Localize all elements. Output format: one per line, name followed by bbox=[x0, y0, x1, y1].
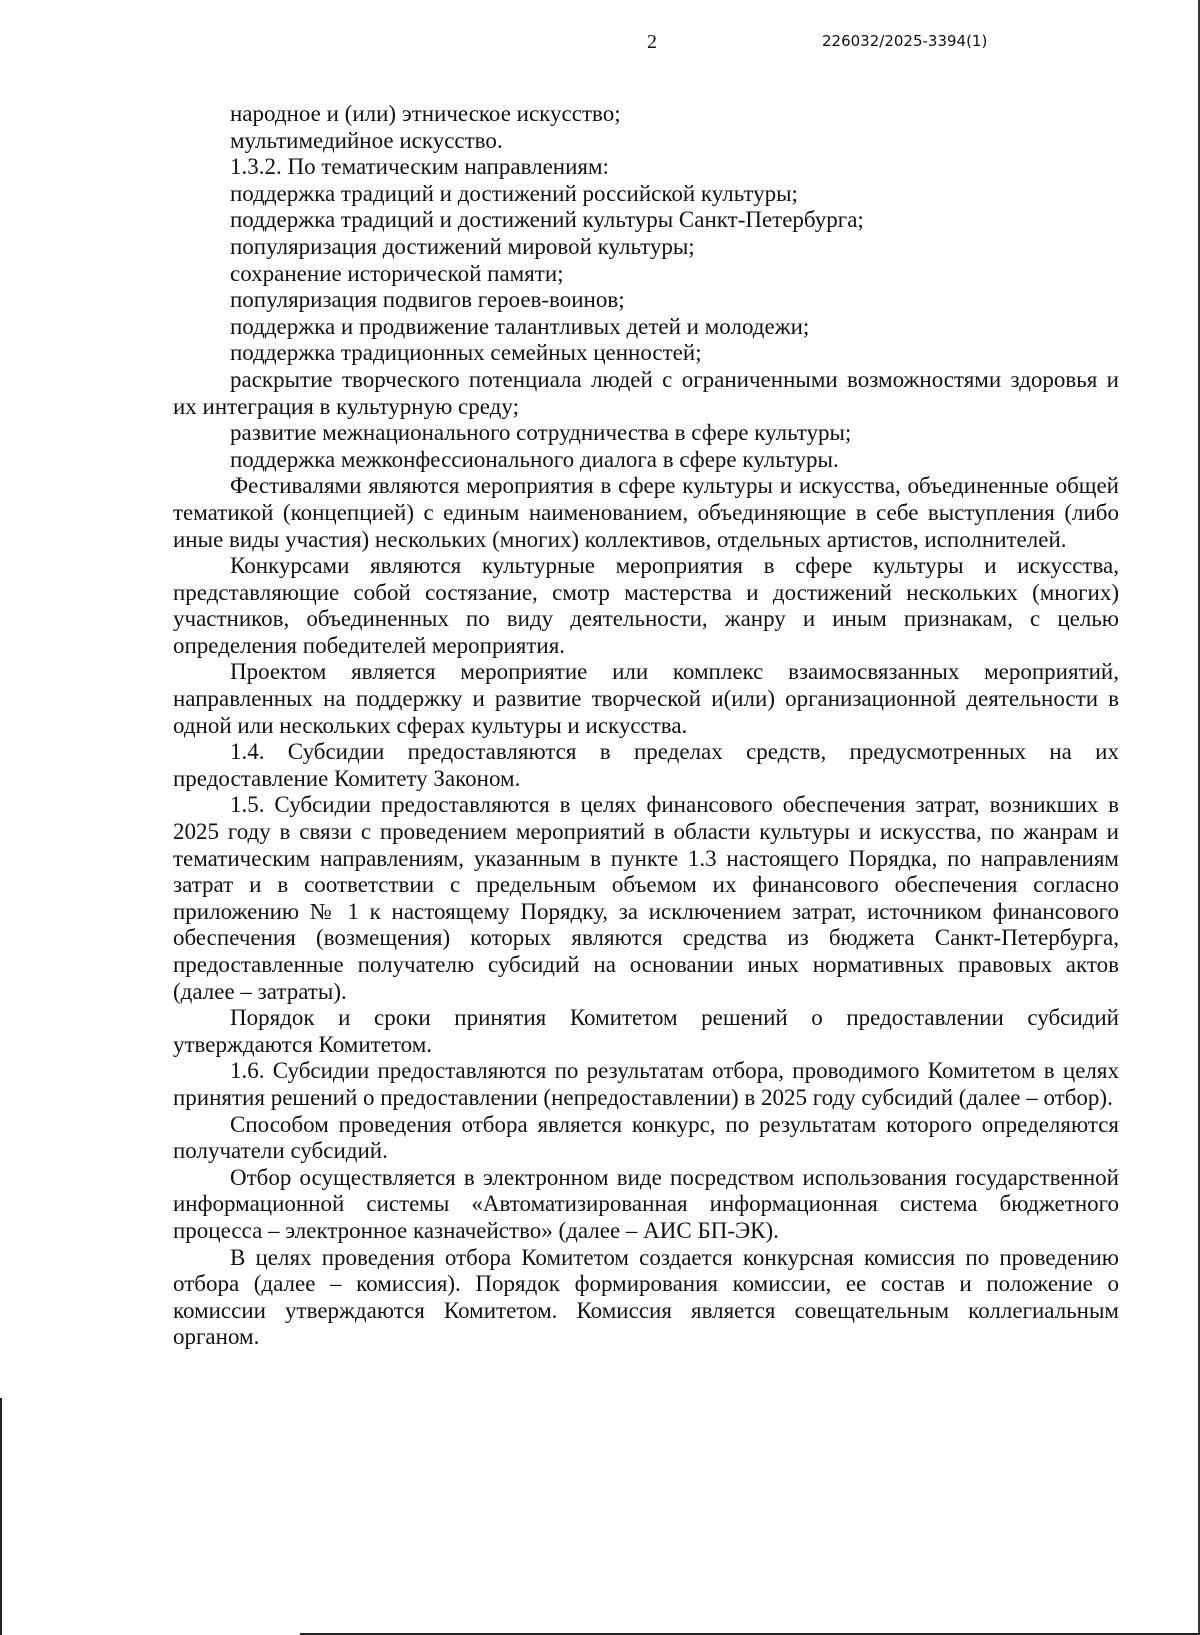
paragraph: раскрытие творческого потенциала людей с ограниченными возможностями здоровья и их интеграция в культурную среду; bbox=[173, 366, 1119, 419]
paragraph: поддержка традиций и достижений российской культуры; bbox=[230, 180, 798, 206]
paragraph: 1.4. Субсидии предоставляются в пределах средств, предусмотренных на их предоставление Комитету Законом. bbox=[173, 739, 1119, 791]
paragraph: В целях проведения отбора Комитетом создается конкурсная комиссия по проведению отбора (далее – комиссия). Порядок формирования комиссии, ее состав и положение о комиссии утверждаются Комитетом. Комиссия является совещательным коллегиальным органом. bbox=[173, 1244, 1119, 1350]
paragraph: 1.3.2. По тематическим направлениям: bbox=[230, 154, 609, 180]
paragraph: поддержка межконфессионального диалога в сфере культуры. bbox=[230, 446, 839, 472]
document-id: 226032/2025-3394(1) bbox=[822, 32, 988, 50]
paragraph: Конкурсами являются культурные мероприятия в сфере культуры и искусства, представляющие собой состязание, смотр мастерства и достижений нескольких (многих) участников, объединенных по виду деятельности, жанру и иным признакам, с целью определения победителей мероприятия. bbox=[173, 553, 1119, 658]
paragraph: 1.5. Субсидии предоставляются в целях финансового обеспечения затрат, возникших в 2025 году в связи с проведением мероприятий в области культуры и искусства, по жанрам и тематическим направлениям, указанным в пункте 1.3 настоящего Порядка, по направлениям затрат и в соответствии с предельным объемом их финансового обеспечения согласно приложению № 1 к настоящему Порядку, за исключением затрат, источником финансового обеспечения (возмещения) которых являются средства из бюджета Санкт-Петербурга, предоставленные получателю субсидий на основании иных нормативных правовых актов (далее – затраты). bbox=[173, 792, 1119, 1004]
document-body bbox=[173, 101, 1119, 1351]
paragraph: 1.6. Субсидии предоставляются по результатам отбора, проводимого Комитетом в целях принятия решений о предоставлении (непредоставлении) в 2025 году субсидий (далее – отбор). bbox=[173, 1058, 1119, 1110]
paragraph: поддержка традиций и достижений культуры Санкт-Петербурга; bbox=[230, 207, 864, 233]
scan-edge-left bbox=[0, 1398, 2, 1635]
paragraph: Отбор осуществляется в электронном виде посредством использования государственной информационной системы «Автоматизированная информационная система бюджетного процесса – электронное казначейство» (далее – АИС БП-ЭК). bbox=[173, 1164, 1119, 1243]
paragraph: популяризация достижений мировой культуры; bbox=[230, 233, 695, 259]
paragraph: Способом проведения отбора является конкурс, по результатам которого определяются получатели субсидий. bbox=[173, 1111, 1119, 1164]
paragraph: поддержка традиционных семейных ценностей; bbox=[230, 340, 702, 366]
paragraph: сохранение исторической памяти; bbox=[230, 260, 564, 286]
paragraph: развитие межнационального сотрудничества в сфере культуры; bbox=[230, 420, 852, 446]
paragraph: Проектом является мероприятие или комплекс взаимосвязанных мероприятий, направленных на поддержку и развитие творческой и(или) организационной деятельности в одной или нескольких сферах культуры и искусства. bbox=[173, 659, 1119, 738]
page-number: 2 bbox=[647, 31, 657, 53]
paragraph: Порядок и сроки принятия Комитетом решений о предоставлении субсидий утверждаются Комитетом. bbox=[173, 1005, 1119, 1057]
paragraph: мультимедийное искусство. bbox=[230, 127, 503, 153]
paragraph: Фестивалями являются мероприятия в сфере культуры и искусства, объединенные общей тематикой (концепцией) с единым наименованием, объединяющие в себе выступления (либо иные виды участия) нескольких (многих) коллективов, отдельных артистов, исполнителей. bbox=[173, 473, 1119, 552]
paragraph: поддержка и продвижение талантливых детей и молодежи; bbox=[230, 313, 810, 339]
paragraph: популяризация подвигов героев-воинов; bbox=[230, 287, 625, 313]
paragraph: народное и (или) этническое искусство; bbox=[230, 101, 621, 126]
